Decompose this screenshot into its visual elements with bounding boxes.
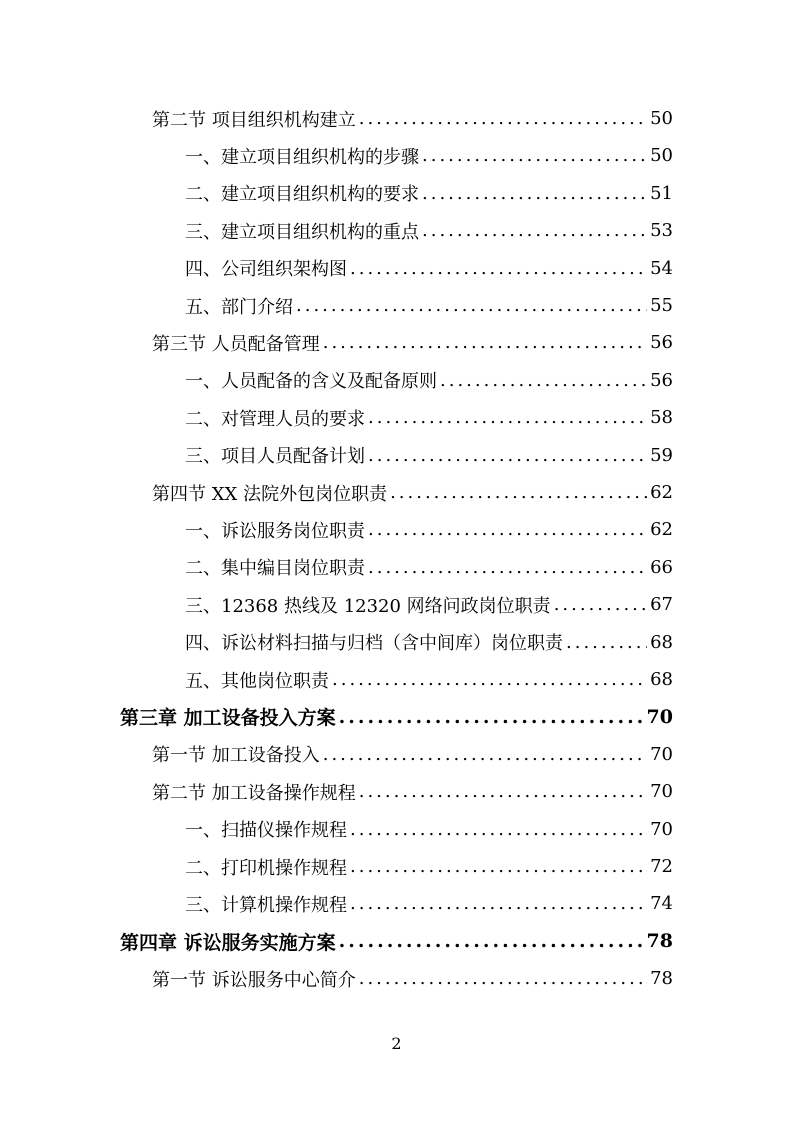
toc-entry-label: 第三节 人员配备管理: [152, 333, 320, 355]
dot-leader: [350, 893, 647, 914]
toc-entry-label: 五、其他岗位职责: [185, 670, 329, 692]
toc-entry-label: 一、诉讼服务岗位职责: [185, 520, 365, 542]
dot-leader: [350, 258, 647, 279]
toc-entry-section[interactable]: [152, 324, 673, 361]
toc-entry-item[interactable]: [185, 586, 673, 623]
toc-entry-section[interactable]: [152, 100, 673, 137]
toc-entry-item[interactable]: [185, 437, 673, 474]
dot-leader: [350, 856, 647, 877]
toc-entry-label: 第二节 项目组织机构建立: [152, 109, 356, 131]
toc-entry-section[interactable]: [152, 773, 673, 810]
toc-entry-label: 四、公司组织架构图: [185, 259, 347, 281]
dot-leader: [323, 744, 647, 765]
toc-entry-item[interactable]: [185, 811, 673, 848]
dot-leader: [368, 519, 647, 540]
dot-leader: [368, 445, 647, 466]
toc-entry-item[interactable]: [185, 511, 673, 548]
toc-entry-item[interactable]: [185, 848, 673, 885]
toc-entry-label: 一、建立项目组织机构的步骤: [185, 146, 419, 168]
toc-entry-page: 56: [650, 332, 673, 354]
toc-entry-page: 74: [650, 893, 673, 915]
toc-entry-chapter[interactable]: [120, 923, 673, 960]
toc-entry-item[interactable]: [185, 137, 673, 174]
dot-leader: [390, 482, 647, 503]
toc-entry-page: 62: [650, 482, 673, 503]
toc-entry-label: 三、计算机操作规程: [185, 894, 347, 916]
toc-entry-page: 51: [650, 182, 673, 204]
toc-entry-label: 五、部门介绍: [185, 296, 293, 318]
toc-entry-label: 三、12368 热线及 12320 网络问政岗位职责: [185, 595, 551, 617]
toc-entry-item[interactable]: [185, 624, 673, 661]
toc-entry-item[interactable]: [185, 250, 673, 287]
toc-entry-section[interactable]: [152, 960, 673, 997]
dot-leader: [339, 930, 644, 952]
toc-entry-item[interactable]: [185, 661, 673, 698]
page-number: 2: [391, 1034, 402, 1053]
toc-entry-page: 59: [650, 444, 673, 466]
toc-entry-label: 一、扫描仪操作规程: [185, 820, 347, 842]
toc-entry-section[interactable]: [152, 736, 673, 773]
toc-entry-label: 第四节 XX 法院外包岗位职责: [152, 483, 388, 505]
dot-leader: [359, 968, 647, 989]
dot-leader: [554, 594, 647, 615]
toc-entry-page: 56: [650, 369, 673, 391]
dot-leader: [368, 407, 647, 428]
toc-entry-label: 四、诉讼材料扫描与归档（含中间库）岗位职责: [185, 633, 563, 655]
toc-entry-page: 55: [650, 295, 673, 316]
toc-entry-page: 70: [650, 743, 673, 765]
toc-entry-page: 72: [650, 856, 673, 877]
toc-entry-page: 50: [650, 145, 673, 167]
toc-entry-item[interactable]: [185, 175, 673, 212]
toc-entry-item[interactable]: [185, 362, 673, 399]
toc-entry-page: 78: [646, 930, 673, 953]
toc-entry-label: 第二节 加工设备操作规程: [152, 782, 356, 804]
toc-entry-section[interactable]: [152, 474, 673, 511]
toc-entry-label: 二、打印机操作规程: [185, 857, 347, 879]
toc-entry-item[interactable]: [185, 549, 673, 586]
toc-entry-page: 62: [650, 519, 673, 541]
dot-leader: [359, 108, 647, 129]
toc-entry-page: 58: [650, 407, 673, 429]
toc-entry-page: 70: [650, 781, 673, 803]
toc-entry-item[interactable]: [185, 287, 673, 324]
toc-entry-page: 68: [650, 669, 673, 690]
toc-entry-label: 第一节 诉讼服务中心简介: [152, 969, 356, 991]
dot-leader: [422, 220, 647, 241]
toc-entry-page: 66: [650, 556, 673, 578]
toc-entry-label: 一、人员配备的含义及配备原则: [185, 371, 437, 393]
toc-entry-label: 二、对管理人员的要求: [185, 408, 365, 430]
dot-leader: [339, 706, 644, 728]
dot-leader: [440, 370, 647, 391]
toc-entry-label: 第一节 加工设备投入: [152, 745, 320, 767]
dot-leader: [368, 557, 647, 578]
toc-entry-chapter[interactable]: [120, 698, 673, 735]
toc-entry-page: 53: [650, 220, 673, 242]
toc-entry-item[interactable]: [185, 885, 673, 922]
toc-entry-page: 67: [650, 594, 673, 616]
dot-leader: [422, 183, 647, 204]
dot-leader: [296, 295, 647, 316]
toc-entry-item[interactable]: [185, 212, 673, 249]
toc-entry-page: 70: [646, 705, 673, 728]
toc-entry-item[interactable]: [185, 399, 673, 436]
dot-leader: [566, 632, 647, 653]
toc-entry-label: 二、集中编目岗位职责: [185, 558, 365, 580]
toc-entry-page: 68: [650, 631, 673, 653]
dot-leader: [359, 781, 647, 802]
dot-leader: [332, 669, 647, 690]
dot-leader: [350, 819, 647, 840]
toc-entry-label: 第三章 加工设备投入方案: [120, 707, 336, 730]
toc-entry-label: 三、建立项目组织机构的重点: [185, 221, 419, 243]
toc-entry-label: 第四章 诉讼服务实施方案: [120, 931, 336, 954]
toc-entry-page: 70: [650, 818, 673, 840]
toc-entry-page: 50: [650, 108, 673, 129]
toc-entry-page: 54: [650, 257, 673, 279]
toc-entry-label: 二、建立项目组织机构的要求: [185, 184, 419, 206]
toc-entry-page: 78: [650, 968, 673, 990]
dot-leader: [422, 145, 647, 166]
toc-entry-label: 三、项目人员配备计划: [185, 446, 365, 468]
dot-leader: [323, 332, 647, 353]
